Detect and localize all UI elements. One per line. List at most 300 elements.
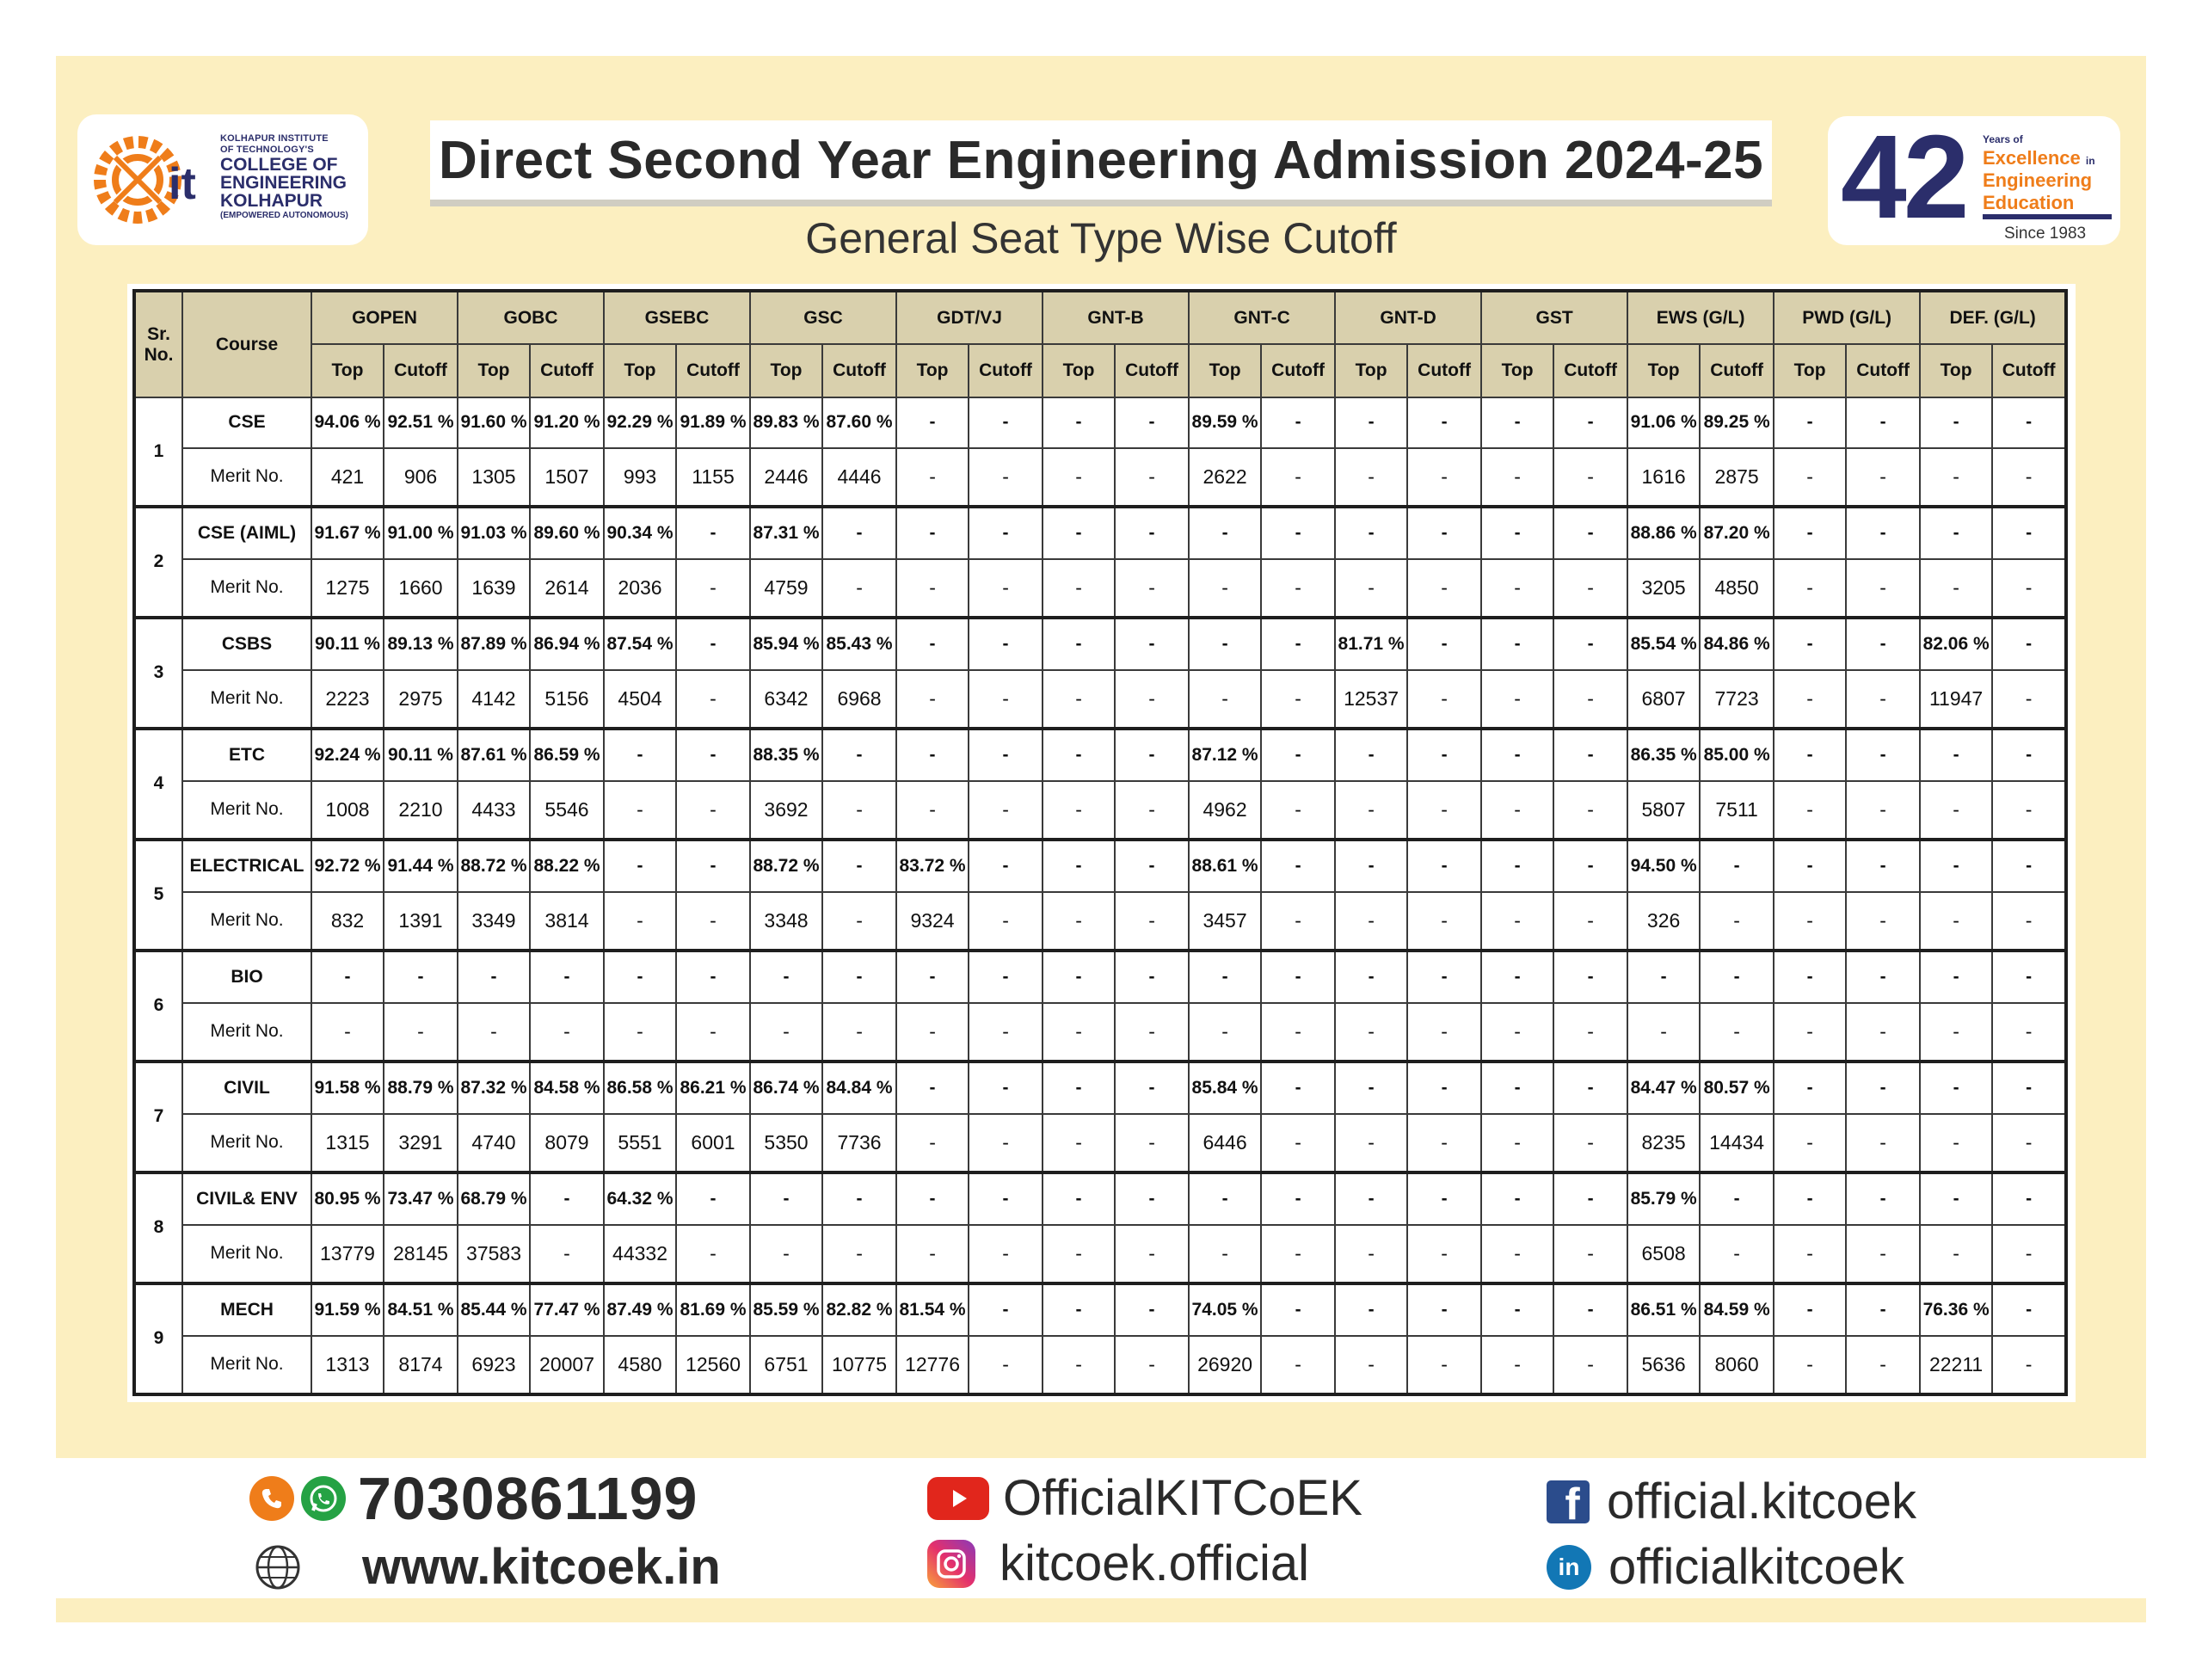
percentile-cell: - (822, 1172, 896, 1225)
merit-cell: 2223 (311, 670, 384, 729)
percentile-cell: 87.89 % (458, 618, 530, 670)
merit-cell: 8174 (384, 1336, 458, 1394)
merit-cell: 3348 (750, 892, 822, 951)
percentile-cell: - (1774, 507, 1846, 559)
percentile-cell: - (1774, 951, 1846, 1003)
merit-cell: - (1846, 559, 1920, 618)
percentile-cell: - (1700, 840, 1774, 892)
website-contact[interactable] (254, 1538, 721, 1596)
table-row (134, 1225, 2066, 1283)
merit-label: Merit No. (182, 1114, 311, 1172)
percentile-cell: - (969, 1172, 1043, 1225)
merit-cell: - (1043, 448, 1115, 507)
merit-cell: - (1115, 670, 1189, 729)
merit-cell: - (1553, 1225, 1627, 1283)
merit-cell: - (1261, 1114, 1335, 1172)
sr-number: 8 (134, 1172, 182, 1283)
merit-cell: - (676, 1003, 750, 1062)
percentile-cell: - (822, 729, 896, 781)
merit-cell: - (822, 892, 896, 951)
percentile-cell: - (1261, 397, 1335, 448)
percentile-cell: 85.59 % (750, 1283, 822, 1336)
percentile-cell: - (1920, 840, 1992, 892)
percentile-cell: - (969, 397, 1043, 448)
percentile-cell: - (1261, 507, 1335, 559)
sr-number: 1 (134, 397, 182, 507)
merit-cell: - (1115, 1114, 1189, 1172)
percentile-cell: 88.86 % (1627, 507, 1700, 559)
merit-cell: 1008 (311, 781, 384, 840)
percentile-cell: - (1920, 397, 1992, 448)
percentile-cell: - (1043, 1062, 1115, 1114)
percentile-cell: - (969, 507, 1043, 559)
percentile-cell: 85.84 % (1189, 1062, 1261, 1114)
percentile-cell: 87.20 % (1700, 507, 1774, 559)
percentile-cell: - (1992, 507, 2066, 559)
merit-cell: 6446 (1189, 1114, 1261, 1172)
merit-cell: - (1481, 559, 1553, 618)
percentile-cell: - (530, 1172, 604, 1225)
merit-cell: - (1407, 892, 1481, 951)
merit-cell: - (969, 559, 1043, 618)
phone-number: 7030861199 (358, 1465, 698, 1532)
percentile-cell: - (1774, 729, 1846, 781)
merit-cell: - (1992, 1336, 2066, 1394)
table-row (134, 1062, 2066, 1114)
merit-cell: 2036 (604, 559, 676, 618)
percentile-cell: 89.60 % (530, 507, 604, 559)
merit-cell: 993 (604, 448, 676, 507)
percentile-cell: 89.13 % (384, 618, 458, 670)
percentile-cell: 84.51 % (384, 1283, 458, 1336)
merit-label: Merit No. (182, 448, 311, 507)
percentile-cell: - (1189, 951, 1261, 1003)
merit-cell: - (1043, 559, 1115, 618)
youtube-handle: OfficialKITCoEK (1003, 1470, 1362, 1526)
percentile-cell: - (750, 1172, 822, 1225)
merit-cell: - (1407, 559, 1481, 618)
table-row (134, 507, 2066, 559)
category-header: GNT-C (1189, 291, 1335, 344)
merit-cell: - (896, 559, 969, 618)
merit-cell: - (458, 1003, 530, 1062)
merit-cell: 1639 (458, 559, 530, 618)
youtube-contact[interactable] (927, 1469, 1362, 1527)
percentile-cell: 76.36 % (1920, 1283, 1992, 1336)
percentile-cell: 90.11 % (384, 729, 458, 781)
table-row (134, 1114, 2066, 1172)
merit-cell: 8060 (1700, 1336, 1774, 1394)
merit-cell: 26920 (1189, 1336, 1261, 1394)
top-subheader: Top (1481, 344, 1553, 397)
merit-cell: - (1481, 781, 1553, 840)
merit-cell: 5807 (1627, 781, 1700, 840)
percentile-cell: 88.61 % (1189, 840, 1261, 892)
merit-cell: - (1407, 1003, 1481, 1062)
merit-cell: 4759 (750, 559, 822, 618)
cutoff-subheader: Cutoff (1846, 344, 1920, 397)
merit-cell: 3205 (1627, 559, 1700, 618)
merit-cell: - (1481, 448, 1553, 507)
percentile-cell: 84.58 % (530, 1062, 604, 1114)
facebook-handle: official.kitcoek (1607, 1474, 1916, 1529)
percentile-cell: 80.57 % (1700, 1062, 1774, 1114)
percentile-cell: - (1189, 618, 1261, 670)
percentile-cell: 88.22 % (530, 840, 604, 892)
instagram-handle: kitcoek.official (1000, 1535, 1309, 1591)
merit-cell: - (1553, 448, 1627, 507)
phone-contact[interactable] (249, 1464, 698, 1533)
category-header: GNT-B (1043, 291, 1189, 344)
merit-cell: 8079 (530, 1114, 604, 1172)
merit-cell: - (311, 1003, 384, 1062)
percentile-cell: 89.25 % (1700, 397, 1774, 448)
percentile-cell: 92.24 % (311, 729, 384, 781)
percentile-cell: 88.35 % (750, 729, 822, 781)
merit-cell: 7511 (1700, 781, 1774, 840)
merit-cell: - (1189, 1225, 1261, 1283)
merit-cell: - (896, 670, 969, 729)
merit-cell: 1155 (676, 448, 750, 507)
category-header: DEF. (G/L) (1920, 291, 2066, 344)
merit-cell: 4504 (604, 670, 676, 729)
top-subheader: Top (1189, 344, 1261, 397)
percentile-cell: - (1189, 507, 1261, 559)
merit-cell: 10775 (822, 1336, 896, 1394)
percentile-cell: - (1920, 1062, 1992, 1114)
merit-cell: - (1261, 1003, 1335, 1062)
cutoff-subheader: Cutoff (1700, 344, 1774, 397)
percentile-cell: 91.59 % (311, 1283, 384, 1336)
merit-cell: - (676, 781, 750, 840)
merit-cell: - (1115, 892, 1189, 951)
instagram-contact[interactable] (927, 1535, 1309, 1592)
percentile-cell: - (676, 1172, 750, 1225)
percentile-cell: - (1992, 729, 2066, 781)
merit-cell: 2875 (1700, 448, 1774, 507)
cutoff-subheader: Cutoff (530, 344, 604, 397)
merit-cell: - (1774, 448, 1846, 507)
percentile-cell: - (1407, 1283, 1481, 1336)
percentile-cell: - (1481, 1062, 1553, 1114)
merit-cell: - (1043, 1225, 1115, 1283)
merit-cell: - (1774, 670, 1846, 729)
percentile-cell: - (1115, 507, 1189, 559)
percentile-cell: - (1774, 1062, 1846, 1114)
percentile-cell: - (1115, 840, 1189, 892)
merit-cell: 6342 (750, 670, 822, 729)
top-subheader: Top (311, 344, 384, 397)
merit-cell: - (1043, 670, 1115, 729)
merit-cell: - (1335, 448, 1407, 507)
merit-cell: - (1992, 448, 2066, 507)
percentile-cell: 86.59 % (530, 729, 604, 781)
percentile-cell: 64.32 % (604, 1172, 676, 1225)
table-row (134, 397, 2066, 448)
percentile-cell: - (384, 951, 458, 1003)
percentile-cell: 68.79 % (458, 1172, 530, 1225)
percentile-cell: - (1115, 1062, 1189, 1114)
anniversary-badge: 42 Years of Excellence in Engineering Education Since 1983 (1828, 116, 2120, 245)
percentile-cell: - (1700, 951, 1774, 1003)
cutoff-subheader: Cutoff (1115, 344, 1189, 397)
percentile-cell: - (1115, 618, 1189, 670)
percentile-cell: 87.49 % (604, 1283, 676, 1336)
merit-cell: - (1481, 1336, 1553, 1394)
page-subtitle: General Seat Type Wise Cutoff (805, 214, 1397, 262)
merit-cell: 1660 (384, 559, 458, 618)
percentile-cell: - (1407, 729, 1481, 781)
course-name: CSE (AIML) (182, 507, 311, 559)
percentile-cell: 92.51 % (384, 397, 458, 448)
bottom-strip (56, 1598, 2146, 1622)
percentile-cell: - (896, 729, 969, 781)
merit-cell: 906 (384, 448, 458, 507)
percentile-cell: 90.34 % (604, 507, 676, 559)
merit-cell: 6807 (1627, 670, 1700, 729)
merit-label: Merit No. (182, 781, 311, 840)
merit-cell: - (1115, 1336, 1189, 1394)
college-name: KOLHAPUR INSTITUTE OF TECHNOLOGY'S COLLEGE OF ENGINEERING KOLHAPUR (EMPOWERED AUTONOMOUS) (220, 133, 348, 220)
table-row (134, 729, 2066, 781)
merit-cell: 2446 (750, 448, 822, 507)
percentile-cell: - (311, 951, 384, 1003)
percentile-cell: - (1261, 1283, 1335, 1336)
merit-cell: - (1407, 1225, 1481, 1283)
merit-cell: - (750, 1003, 822, 1062)
table-row (134, 559, 2066, 618)
percentile-cell: - (1992, 840, 2066, 892)
percentile-cell: 89.83 % (750, 397, 822, 448)
merit-cell: 6508 (1627, 1225, 1700, 1283)
merit-cell: - (1920, 1225, 1992, 1283)
merit-cell: 4580 (604, 1336, 676, 1394)
merit-cell: - (1774, 1225, 1846, 1283)
percentile-cell: 86.21 % (676, 1062, 750, 1114)
cutoff-subheader: Cutoff (384, 344, 458, 397)
sr-number: 6 (134, 951, 182, 1062)
merit-cell: 421 (311, 448, 384, 507)
percentile-cell: - (1774, 840, 1846, 892)
table-row (134, 781, 2066, 840)
percentile-cell: - (1846, 618, 1920, 670)
merit-cell: - (1920, 781, 1992, 840)
merit-cell: 2975 (384, 670, 458, 729)
merit-cell: - (969, 1003, 1043, 1062)
merit-cell: - (1992, 1003, 2066, 1062)
merit-cell: - (969, 670, 1043, 729)
merit-cell: - (676, 892, 750, 951)
percentile-cell: - (1846, 1172, 1920, 1225)
merit-cell: - (1774, 781, 1846, 840)
percentile-cell: 81.69 % (676, 1283, 750, 1336)
merit-cell: - (384, 1003, 458, 1062)
percentile-cell: 84.47 % (1627, 1062, 1700, 1114)
cutoff-subheader: Cutoff (969, 344, 1043, 397)
merit-cell: - (1774, 559, 1846, 618)
merit-cell: - (676, 1225, 750, 1283)
badge-number: 42 (1841, 111, 1966, 243)
merit-cell: - (1335, 1003, 1407, 1062)
percentile-cell: - (1335, 507, 1407, 559)
percentile-cell: 88.72 % (750, 840, 822, 892)
top-subheader: Top (750, 344, 822, 397)
percentile-cell: - (676, 840, 750, 892)
percentile-cell: 91.00 % (384, 507, 458, 559)
merit-cell: - (604, 781, 676, 840)
top-subheader: Top (1774, 344, 1846, 397)
merit-label: Merit No. (182, 1225, 311, 1283)
linkedin-contact[interactable] (1547, 1538, 1904, 1596)
merit-label: Merit No. (182, 892, 311, 951)
merit-cell: - (676, 670, 750, 729)
top-subheader: Top (1627, 344, 1700, 397)
merit-cell: - (896, 448, 969, 507)
merit-cell: - (1553, 1336, 1627, 1394)
merit-cell: - (1407, 781, 1481, 840)
sr-number: 7 (134, 1062, 182, 1172)
merit-cell: - (1043, 1003, 1115, 1062)
merit-cell: 11947 (1920, 670, 1992, 729)
percentile-cell: 82.06 % (1920, 618, 1992, 670)
merit-cell: 1507 (530, 448, 604, 507)
percentile-cell: - (1481, 507, 1553, 559)
table-row (134, 448, 2066, 507)
merit-cell: 4446 (822, 448, 896, 507)
percentile-cell: - (1774, 397, 1846, 448)
youtube-icon (927, 1477, 989, 1520)
cutoff-subheader: Cutoff (676, 344, 750, 397)
merit-cell: 4962 (1189, 781, 1261, 840)
percentile-cell: - (1627, 951, 1700, 1003)
merit-cell: 2210 (384, 781, 458, 840)
table-row (134, 1003, 2066, 1062)
percentile-cell: - (1335, 1283, 1407, 1336)
percentile-cell: - (1920, 729, 1992, 781)
category-header: GSC (750, 291, 896, 344)
percentile-cell: 87.54 % (604, 618, 676, 670)
merit-cell: - (1335, 1114, 1407, 1172)
merit-cell: 13779 (311, 1225, 384, 1283)
percentile-cell: - (1407, 397, 1481, 448)
merit-cell: - (969, 1114, 1043, 1172)
sr-number: 3 (134, 618, 182, 729)
merit-cell: - (896, 1114, 969, 1172)
page-title: Direct Second Year Engineering Admission 2024-25 (438, 130, 1764, 190)
merit-cell: - (1407, 1114, 1481, 1172)
merit-cell: - (969, 1336, 1043, 1394)
merit-cell: - (1189, 1003, 1261, 1062)
merit-cell: 3291 (384, 1114, 458, 1172)
percentile-cell: - (969, 729, 1043, 781)
merit-cell: - (1992, 559, 2066, 618)
merit-cell: - (822, 1003, 896, 1062)
percentile-cell: 85.54 % (1627, 618, 1700, 670)
merit-cell: 9324 (896, 892, 969, 951)
merit-cell: - (1700, 1003, 1774, 1062)
course-name: CIVIL& ENV (182, 1172, 311, 1225)
linkedin-icon: in (1547, 1545, 1591, 1590)
percentile-cell: - (1407, 1062, 1481, 1114)
table-row (134, 892, 2066, 951)
percentile-cell: - (1043, 840, 1115, 892)
sr-number: 4 (134, 729, 182, 840)
merit-cell: - (822, 1225, 896, 1283)
merit-cell: - (604, 892, 676, 951)
percentile-cell: - (896, 507, 969, 559)
percentile-cell: - (1481, 729, 1553, 781)
percentile-cell: - (1481, 618, 1553, 670)
whatsapp-icon (301, 1476, 346, 1521)
merit-cell: - (1846, 1003, 1920, 1062)
cutoff-table-container (127, 284, 2076, 1402)
merit-cell: - (1553, 670, 1627, 729)
merit-cell: - (530, 1225, 604, 1283)
percentile-cell: 85.79 % (1627, 1172, 1700, 1225)
percentile-cell: - (1261, 618, 1335, 670)
merit-cell: 20007 (530, 1336, 604, 1394)
percentile-cell: 94.06 % (311, 397, 384, 448)
merit-cell: - (1335, 781, 1407, 840)
percentile-cell: - (1043, 1172, 1115, 1225)
percentile-cell: - (1261, 951, 1335, 1003)
percentile-cell: - (969, 618, 1043, 670)
merit-cell: - (1992, 670, 2066, 729)
merit-cell: 5156 (530, 670, 604, 729)
merit-cell: - (1189, 559, 1261, 618)
globe-icon (254, 1543, 302, 1591)
merit-cell: - (1846, 892, 1920, 951)
merit-cell: - (1407, 1336, 1481, 1394)
merit-cell: 3814 (530, 892, 604, 951)
merit-cell: - (1846, 670, 1920, 729)
merit-cell: - (1553, 892, 1627, 951)
percentile-cell: - (1920, 951, 1992, 1003)
merit-cell: 44332 (604, 1225, 676, 1283)
percentile-cell: - (1846, 397, 1920, 448)
merit-cell: - (1992, 1114, 2066, 1172)
percentile-cell: - (896, 618, 969, 670)
percentile-cell: - (1992, 618, 2066, 670)
percentile-cell: 84.59 % (1700, 1283, 1774, 1336)
percentile-cell: - (1992, 951, 2066, 1003)
percentile-cell: 80.95 % (311, 1172, 384, 1225)
percentile-cell: - (1846, 729, 1920, 781)
percentile-cell: - (1261, 729, 1335, 781)
facebook-contact[interactable] (1547, 1473, 1916, 1530)
percentile-cell: - (1261, 840, 1335, 892)
merit-cell: 3692 (750, 781, 822, 840)
course-name: CSBS (182, 618, 311, 670)
percentile-cell: - (1774, 618, 1846, 670)
merit-label: Merit No. (182, 1336, 311, 1394)
percentile-cell: 84.84 % (822, 1062, 896, 1114)
top-subheader: Top (896, 344, 969, 397)
facebook-icon: f (1547, 1480, 1590, 1523)
percentile-cell: - (1115, 951, 1189, 1003)
merit-cell: 1305 (458, 448, 530, 507)
merit-cell: - (1774, 1114, 1846, 1172)
percentile-cell: 92.72 % (311, 840, 384, 892)
merit-cell: 832 (311, 892, 384, 951)
merit-label: Merit No. (182, 670, 311, 729)
percentile-cell: - (1481, 1283, 1553, 1336)
top-subheader: Top (1335, 344, 1407, 397)
course-name: MECH (182, 1283, 311, 1336)
percentile-cell: - (969, 1062, 1043, 1114)
percentile-cell: 86.35 % (1627, 729, 1700, 781)
percentile-cell: - (1846, 1062, 1920, 1114)
